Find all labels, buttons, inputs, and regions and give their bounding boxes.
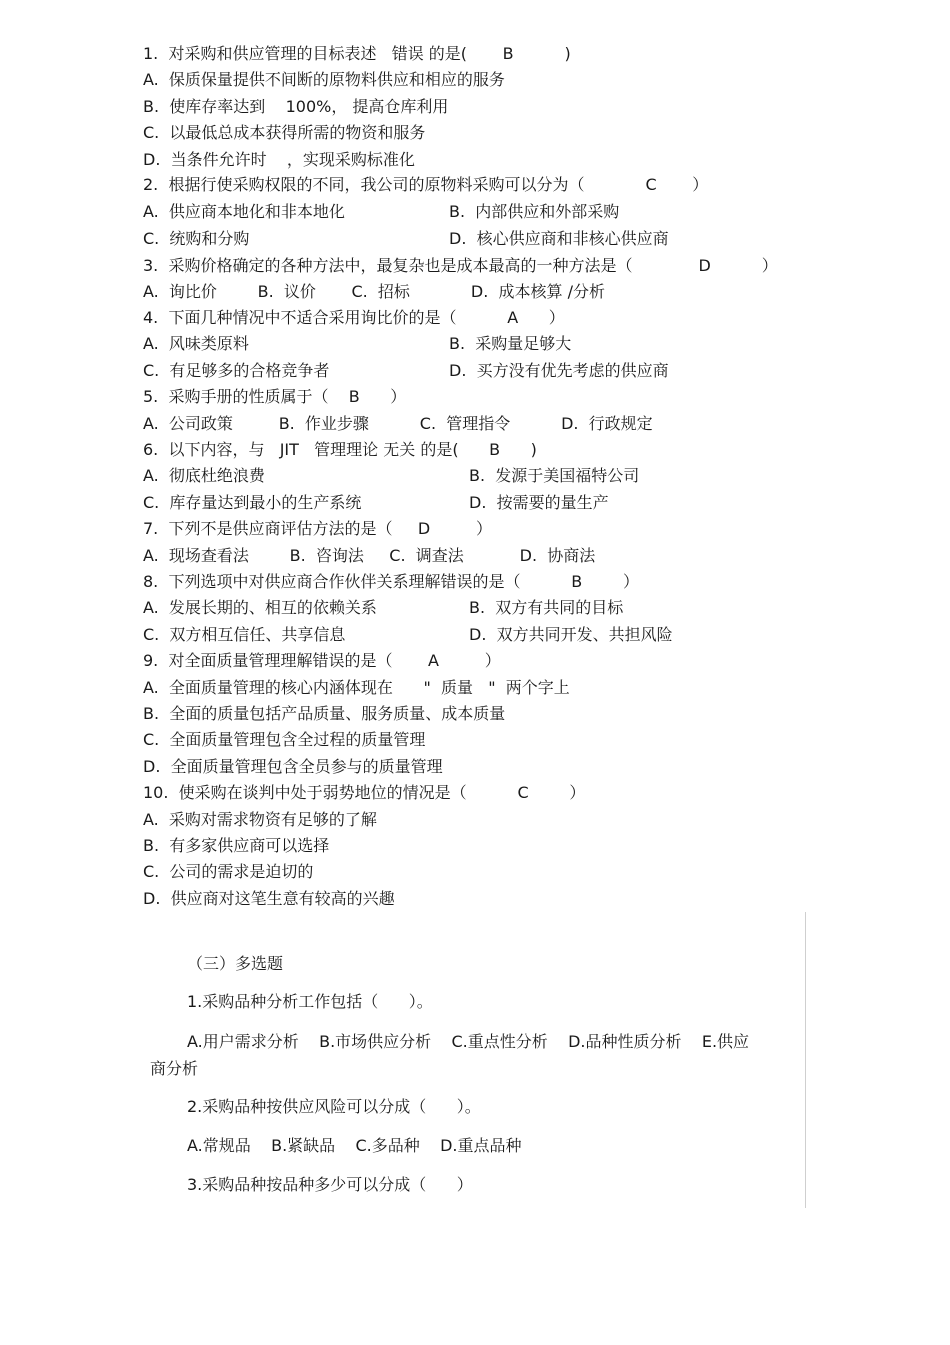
q5-options: A. 公司政策 B. 作业步骤 C. 管理指令 D. 行政规定 <box>143 414 653 433</box>
q4-option-a: A. 风味类原料 <box>143 334 249 353</box>
q6-option-d: D. 按需要的量生产 <box>469 493 609 512</box>
question-2: 2. 根据行使采购权限的不同，我公司的原物料采购可以分为（ C ） <box>143 175 709 194</box>
question-7: 7. 下列不是供应商评估方法的是（ D ） <box>143 519 492 538</box>
q9-option-c: C. 全面质量管理包含全过程的质量管理 <box>143 730 426 749</box>
q2-option-d: D. 核心供应商和非核心供应商 <box>449 229 669 248</box>
q7-options: A. 现场查看法 B. 咨询法 C. 调查法 D. 协商法 <box>143 546 596 565</box>
q6-option-b: B. 发源于美国福特公司 <box>469 466 640 485</box>
q10-option-a: A. 采购对需求物资有足够的了解 <box>143 810 377 829</box>
q4-option-c: C. 有足够多的合格竞争者 <box>143 361 330 380</box>
question-3: 3. 采购价格确定的各种方法中，最复杂也是成本最高的一种方法是（ D ） <box>143 256 778 275</box>
question-5: 5. 采购手册的性质属于（ B ） <box>143 387 407 406</box>
multi-question-2: 2.采购品种按供应风险可以分成（ ）。 <box>187 1097 481 1116</box>
q9-option-a: A. 全面质量管理的核心内涵体现在 " 质量 " 两个字上 <box>143 678 570 697</box>
multi-question-1: 1.采购品种分析工作包括（ ）。 <box>187 992 433 1011</box>
q6-option-c: C. 库存量达到最小的生产系统 <box>143 493 362 512</box>
q8-option-a: A. 发展长期的、相互的依赖关系 <box>143 598 377 617</box>
q9-option-b: B. 全面的质量包括产品质量、服务质量、成本质量 <box>143 704 506 723</box>
q4-option-b: B. 采购量足够大 <box>449 334 572 353</box>
q1-option-d: D. 当条件允许时 ，实现采购标准化 <box>143 150 415 169</box>
section-heading: （三）多选题 <box>187 954 284 973</box>
multi-q2-options: A.常规品 B.紧缺品 C.多品种 D.重点品种 <box>187 1136 522 1155</box>
q2-option-a: A. 供应商本地化和非本地化 <box>143 202 345 221</box>
q2-option-b: B. 内部供应和外部采购 <box>449 202 620 221</box>
q9-option-d: D. 全面质量管理包含全员参与的质量管理 <box>143 757 443 776</box>
q10-option-b: B. 有多家供应商可以选择 <box>143 836 330 855</box>
q4-option-d: D. 买方没有优先考虑的供应商 <box>449 361 669 380</box>
q8-option-c: C. 双方相互信任、共享信息 <box>143 625 346 644</box>
q8-option-d: D. 双方共同开发、共担风险 <box>469 625 673 644</box>
q1-option-c: C. 以最低总成本获得所需的物资和服务 <box>143 123 426 142</box>
question-9: 9. 对全面质量管理理解错误的是（ A ） <box>143 651 501 670</box>
q2-option-c: C. 统购和分购 <box>143 229 250 248</box>
question-4: 4. 下面几种情况中不适合采用询比价的是（ A ） <box>143 308 565 327</box>
q8-option-b: B. 双方有共同的目标 <box>469 598 624 617</box>
question-1: 1. 对采购和供应管理的目标表述 错误 的是( B ) <box>143 44 571 63</box>
q3-options: A. 询比价 B. 议价 C. 招标 D. 成本核算 /分析 <box>143 282 605 301</box>
q10-option-c: C. 公司的需求是迫切的 <box>143 862 314 881</box>
multi-question-3: 3.采购品种按品种多少可以分成（ ） <box>187 1175 473 1194</box>
q1-option-a: A. 保质保量提供不间断的原物料供应和相应的服务 <box>143 70 505 89</box>
q6-option-a: A. 彻底杜绝浪费 <box>143 466 265 485</box>
margin-rule <box>805 912 806 1208</box>
question-6: 6. 以下内容，与 JIT 管理理论 无关 的是( B ) <box>143 440 537 459</box>
question-8: 8. 下列选项中对供应商合作伙伴关系理解错误的是（ B ） <box>143 572 639 591</box>
q1-option-b: B. 使库存率达到 100%， 提高仓库利用 <box>143 97 449 116</box>
q10-option-d: D. 供应商对这笔生意有较高的兴趣 <box>143 889 395 908</box>
multi-q1-options-cont: 商分析 <box>150 1059 199 1078</box>
question-10: 10. 使采购在谈判中处于弱势地位的情况是（ C ） <box>143 783 586 802</box>
multi-q1-options: A.用户需求分析 B.市场供应分析 C.重点性分析 D.品种性质分析 E.供应 <box>187 1032 750 1051</box>
